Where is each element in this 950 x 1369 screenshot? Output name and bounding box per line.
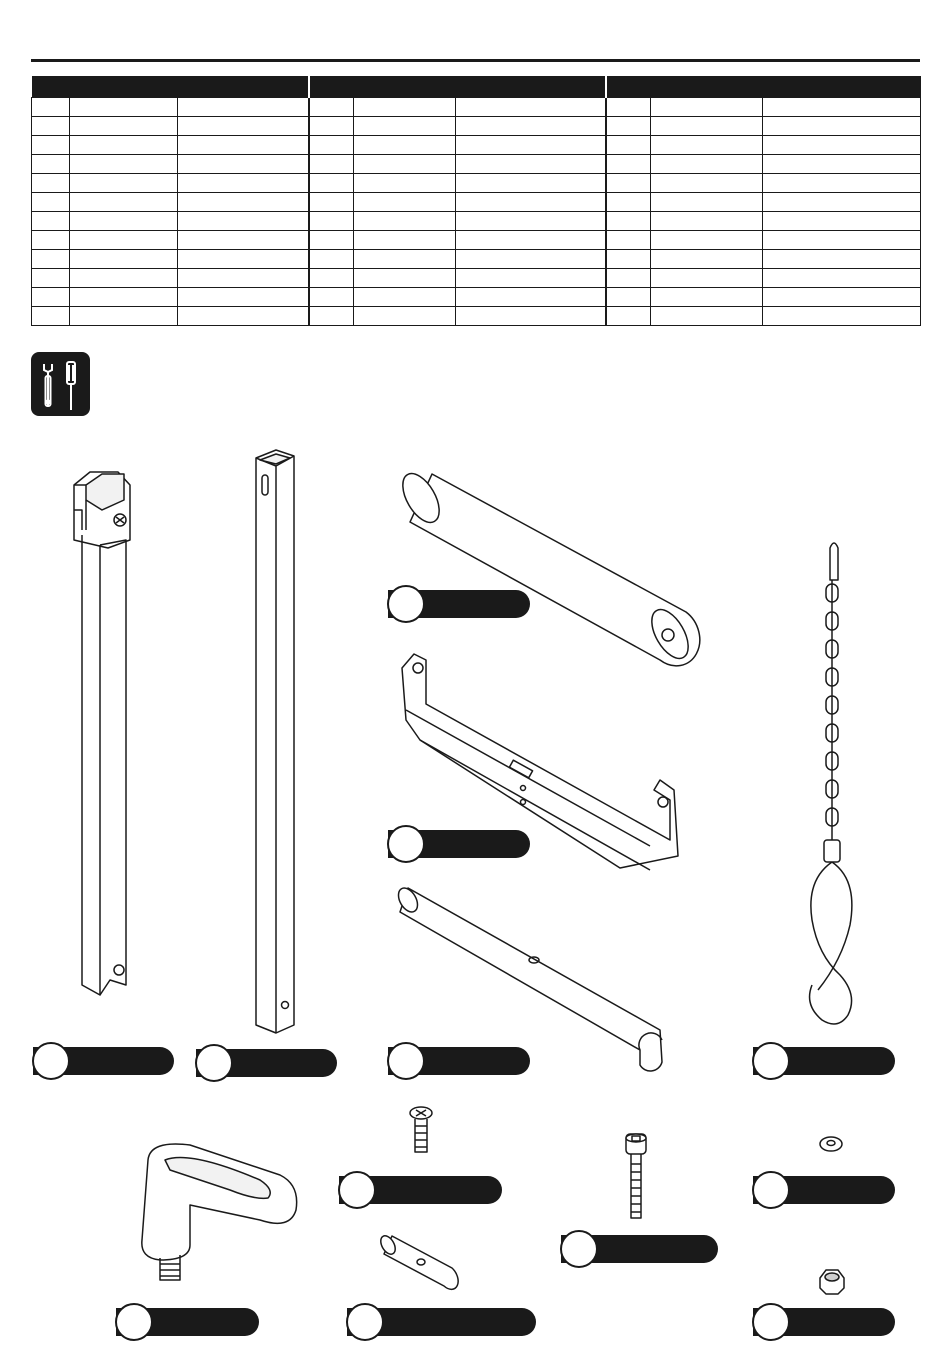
tag-socket-bolt: [561, 1235, 718, 1263]
number-circle: [560, 1230, 598, 1268]
tag-nut: [753, 1308, 895, 1336]
foam-roller-drawing: [395, 468, 699, 666]
socket-bolt-drawing: [626, 1134, 646, 1218]
tag-upright-with-clamp: [33, 1047, 174, 1075]
tag-chain-hook: [753, 1047, 895, 1075]
tag-foam-roller: [388, 590, 530, 618]
pin-drawing: [378, 1233, 458, 1289]
tag-bracket: [388, 830, 530, 858]
knob-drawing: [142, 1144, 297, 1280]
number-circle: [387, 1042, 425, 1080]
chain-hook-drawing: [810, 543, 852, 1024]
tag-flat-screw: [339, 1176, 502, 1204]
roller-tube-drawing: [395, 885, 662, 1071]
flat-screw-drawing: [410, 1107, 432, 1152]
upright-with-clamp-drawing: [74, 472, 130, 995]
number-circle: [195, 1044, 233, 1082]
number-circle: [387, 825, 425, 863]
washer-drawing: [820, 1137, 842, 1151]
number-circle: [752, 1042, 790, 1080]
number-circle: [346, 1303, 384, 1341]
number-circle: [387, 585, 425, 623]
number-circle: [338, 1171, 376, 1209]
nut-drawing: [820, 1270, 844, 1294]
tag-pin: [347, 1308, 536, 1336]
number-circle: [115, 1303, 153, 1341]
tag-upright-tube: [196, 1049, 337, 1077]
tag-washer: [753, 1176, 895, 1204]
number-circle: [752, 1303, 790, 1341]
number-circle: [752, 1171, 790, 1209]
number-circle: [32, 1042, 70, 1080]
tag-roller-tube: [388, 1047, 530, 1075]
upright-tube-drawing: [256, 450, 294, 1033]
tag-knob: [116, 1308, 259, 1336]
